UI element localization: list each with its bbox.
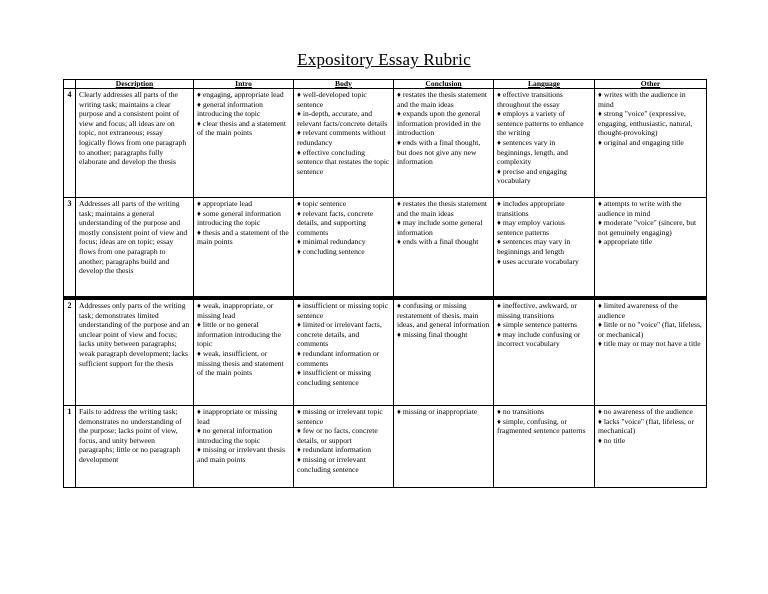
intro-cell [194, 89, 294, 198]
bullet-item: ♦ title may or may not have a title [598, 339, 703, 349]
description-cell: Addresses only parts of the writing task; demonstrates limited understanding of the purpose and an unclear point of view and focus; lacks unity between paragraphs; weak paragraph development; lacks sufficient support for the thesis [76, 298, 194, 406]
bullet-item: ♦ simple, confusing, or fragmented sentence patterns [497, 417, 591, 436]
other-cell [595, 198, 707, 299]
language-cell [494, 298, 595, 406]
conclusion-cell [394, 198, 494, 299]
bullet-item: ♦ thesis and a statement of the main points [197, 228, 290, 247]
body-cell [294, 198, 394, 299]
score-cell: 1 [64, 406, 76, 488]
bullet-item: ♦ missing or irrelevant concluding sentence [297, 455, 390, 474]
language-cell [494, 89, 595, 198]
bullet-item: ♦ in-depth, accurate, and relevant facts/concrete details [297, 109, 390, 128]
table-row [64, 298, 707, 406]
bullet-item: ♦ may employ various sentence patterns [497, 218, 591, 237]
bullet-item: ♦ redundant information [297, 445, 390, 455]
bullet-item: ♦ no general information introducing the topic [197, 426, 290, 445]
bullet-item: ♦ includes appropriate transitions [497, 199, 591, 218]
bullet-item: ♦ no transitions [497, 407, 591, 417]
bullet-item: ♦ strong "voice" (expressive, engaging, enthusiastic, natural, thought-provoking) [598, 109, 703, 138]
bullet-item: ♦ concluding sentence [297, 247, 390, 257]
bullet-item: ♦ limited awareness of the audience [598, 301, 703, 320]
bullet-item: ♦ restates the thesis statement and the main ideas [397, 90, 490, 109]
intro-cell [194, 406, 294, 488]
bullet-item: ♦ restates the thesis statement and the main ideas [397, 199, 490, 218]
header-conclusion: Conclusion [394, 80, 494, 89]
page-title: Expository Essay Rubric [297, 50, 471, 69]
bullet-item: ♦ sentences vary in beginnings, length, and complexity [497, 138, 591, 167]
bullet-item: ♦ well-developed topic sentence [297, 90, 390, 109]
bullet-item: ♦ little or no "voice" (flat, lifeless, or mechanical) [598, 320, 703, 339]
body-cell [294, 406, 394, 488]
header-intro: Intro [194, 80, 294, 89]
bullet-item: ♦ inappropriate or missing lead [197, 407, 290, 426]
bullet-item: ♦ insufficient or missing topic sentence [297, 301, 390, 320]
bullet-item: ♦ sentences may vary in beginnings and length [497, 237, 591, 256]
body-cell [294, 298, 394, 406]
header-row [64, 80, 707, 89]
intro-cell [194, 198, 294, 299]
bullet-item: ♦ missing or irrelevant topic sentence [297, 407, 390, 426]
conclusion-cell [394, 406, 494, 488]
description-cell: Clearly addresses all parts of the writing task; maintains a clear purpose and a consistent point of view and focus; all ideas are on topic, not extraneous; essay logically flows from one paragraph to another; paragraphs fully elaborate and develop the thesis [76, 89, 194, 198]
bullet-item: ♦ ends with a final thought, but does not give any new information [397, 138, 490, 167]
description-cell: Fails to address the writing task; demonstrates no understanding of the purpose; lacks point of view, focus, and unity between paragraphs; little or no paragraph development [76, 406, 194, 488]
bullet-item: ♦ topic sentence [297, 199, 390, 209]
bullet-item: ♦ moderate "voice" (sincere, but not genuinely engaging) [598, 218, 703, 237]
bullet-item: ♦ engaging, appropriate lead [197, 90, 290, 100]
bullet-item: ♦ relevant comments without redundancy [297, 128, 390, 147]
other-cell [595, 89, 707, 198]
bullet-item: ♦ clear thesis and a statement of the main points [197, 119, 290, 138]
table-row [64, 89, 707, 198]
bullet-item: ♦ missing final thought [397, 330, 490, 340]
bullet-item: ♦ simple sentence patterns [497, 320, 591, 330]
bullet-item: ♦ employs a variety of sentence patterns to enhance the writing [497, 109, 591, 138]
bullet-item: ♦ ineffective, awkward, or missing transitions [497, 301, 591, 320]
bullet-item: ♦ appropriate title [598, 237, 703, 247]
score-cell: 2 [64, 298, 76, 406]
header-description: Description [76, 80, 194, 89]
conclusion-cell [394, 89, 494, 198]
bullet-item: ♦ missing or irrelevant thesis and main points [197, 445, 290, 464]
bullet-item: ♦ effective concluding sentence that restates the topic sentence [297, 148, 390, 177]
header-body: Body [294, 80, 394, 89]
bullet-item: ♦ no awareness of the audience [598, 407, 703, 417]
bullet-item: ♦ few or no facts, concrete details, or support [297, 426, 390, 445]
bullet-item: ♦ writes with the audience in mind [598, 90, 703, 109]
language-cell [494, 406, 595, 488]
bullet-item: ♦ lacks "voice" (flat, lifeless, or mechanical) [598, 417, 703, 436]
bullet-item: ♦ appropriate lead [197, 199, 290, 209]
bullet-item: ♦ weak, insufficient, or missing thesis and statement of the main points [197, 349, 290, 378]
header-language: Language [494, 80, 595, 89]
intro-cell [194, 298, 294, 406]
bullet-item: ♦ precise and engaging vocabulary [497, 167, 591, 186]
bullet-item: ♦ some general information introducing the topic [197, 209, 290, 228]
rubric-table [63, 79, 707, 488]
bullet-item: ♦ original and engaging title [598, 138, 703, 148]
score-cell: 4 [64, 89, 76, 198]
description-cell: Addresses all parts of the writing task; maintains a general understanding of the purpose and mostly consistent point of view and focus; ideas are on topic; essay flows from one paragraph to another; paragraphs build and develop the thesis [76, 198, 194, 299]
body-cell [294, 89, 394, 198]
conclusion-cell [394, 298, 494, 406]
header-score [64, 80, 76, 89]
bullet-item: ♦ no title [598, 436, 703, 446]
bullet-item: ♦ limited or irrelevant facts, concrete details, and comments [297, 320, 390, 349]
bullet-item: ♦ ends with a final thought [397, 237, 490, 247]
language-cell [494, 198, 595, 299]
other-cell [595, 406, 707, 488]
bullet-item: ♦ effective transitions throughout the essay [497, 90, 591, 109]
table-row [64, 198, 707, 299]
other-cell [595, 298, 707, 406]
bullet-item: ♦ uses accurate vocabulary [497, 257, 591, 267]
bullet-item: ♦ weak, inappropriate, or missing lead [197, 301, 290, 320]
bullet-item: ♦ may include some general information [397, 218, 490, 237]
bullet-item: ♦ insufficient or missing concluding sentence [297, 368, 390, 387]
bullet-item: ♦ expands upon the general information provided in the introduction [397, 109, 490, 138]
bullet-item: ♦ attempts to write with the audience in mind [598, 199, 703, 218]
table-row [64, 406, 707, 488]
bullet-item: ♦ little or no general information introducing the topic [197, 320, 290, 349]
bullet-item: ♦ relevant facts, concrete details, and supporting comments [297, 209, 390, 238]
bullet-item: ♦ missing or inappropriate [397, 407, 490, 417]
bullet-item: ♦ general information introducing the topic [197, 100, 290, 119]
bullet-item: ♦ may include confusing or incorrect vocabulary [497, 330, 591, 349]
bullet-item: ♦ minimal redundancy [297, 237, 390, 247]
bullet-item: ♦ redundant information or comments [297, 349, 390, 368]
header-other: Other [595, 80, 707, 89]
score-cell: 3 [64, 198, 76, 299]
bullet-item: ♦ confusing or missing restatement of thesis, main ideas, and general information [397, 301, 490, 330]
